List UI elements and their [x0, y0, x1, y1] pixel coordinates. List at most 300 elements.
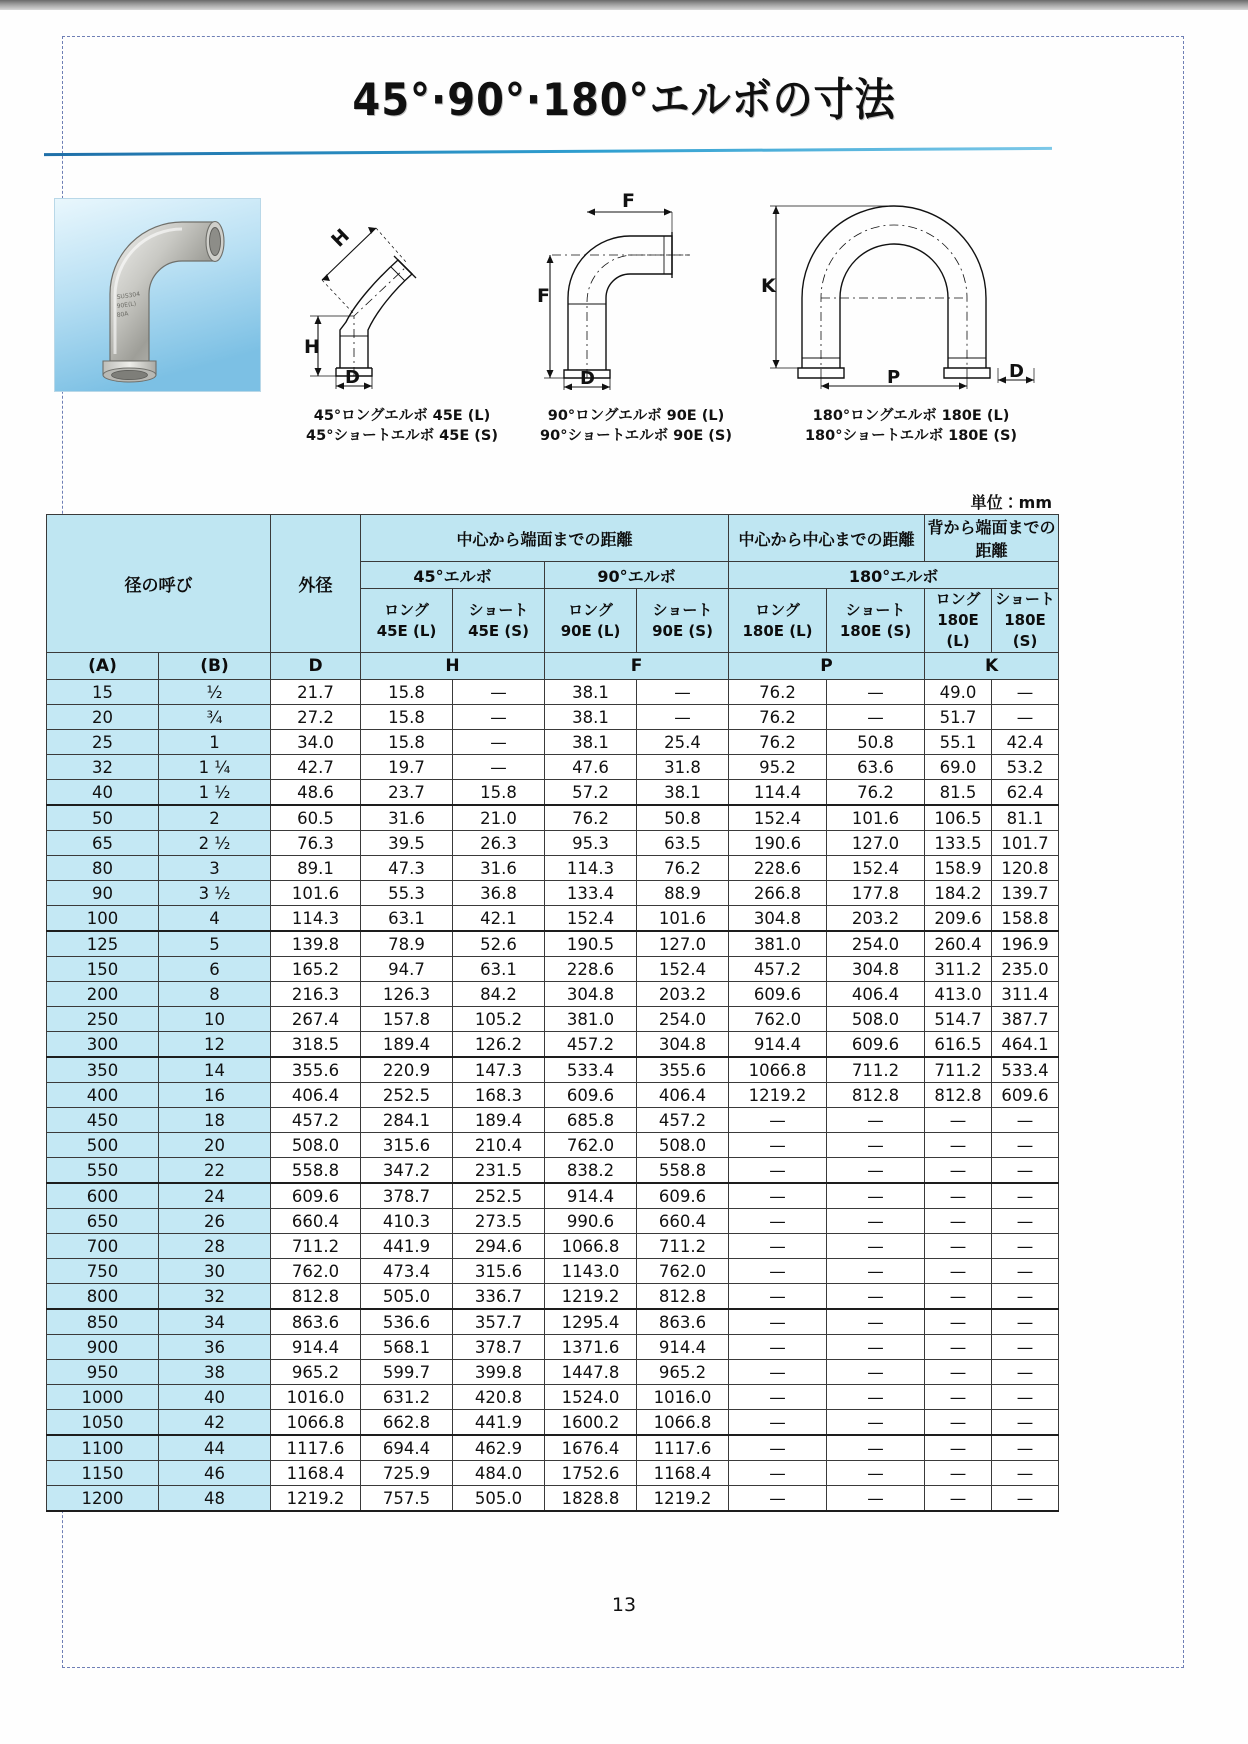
cell-h-long: 31.6: [361, 805, 453, 831]
cell-p-long: 95.2: [729, 755, 827, 780]
cell-nominal-b: 5: [159, 931, 271, 957]
cell-f-long: 1219.2: [545, 1284, 637, 1310]
cell-h-long: 347.2: [361, 1158, 453, 1184]
cell-p-long: —: [729, 1108, 827, 1133]
table-row: [47, 881, 1059, 906]
svg-text:K: K: [761, 275, 776, 297]
cell-h-short: 441.9: [453, 1410, 545, 1436]
cell-k-long: —: [925, 1486, 992, 1512]
cell-f-long: 152.4: [545, 906, 637, 932]
cell-p-short: —: [827, 1133, 925, 1158]
cell-outer-diameter: 139.8: [271, 931, 361, 957]
cell-p-short: 406.4: [827, 982, 925, 1007]
cell-outer-diameter: 812.8: [271, 1284, 361, 1310]
cell-p-short: —: [827, 1360, 925, 1385]
cell-p-long: —: [729, 1335, 827, 1360]
table-row: [47, 1158, 1059, 1184]
cell-p-long: 381.0: [729, 931, 827, 957]
th-45-short-label: ショート: [468, 600, 529, 619]
page-title-container: [0, 68, 1248, 125]
cell-h-short: —: [453, 680, 545, 705]
th-symbol-f: F: [545, 653, 729, 680]
elbow-photo: [54, 198, 261, 392]
cell-f-short: 152.4: [637, 957, 729, 982]
cell-k-short: —: [992, 1461, 1059, 1486]
cell-outer-diameter: 1168.4: [271, 1461, 361, 1486]
cell-k-long: —: [925, 1158, 992, 1184]
cell-f-short: 914.4: [637, 1335, 729, 1360]
cell-k-short: —: [992, 1133, 1059, 1158]
cell-k-short: —: [992, 705, 1059, 730]
cell-outer-diameter: 42.7: [271, 755, 361, 780]
cell-nominal-b: 46: [159, 1461, 271, 1486]
cell-p-long: 152.4: [729, 805, 827, 831]
cell-nominal-a: 1050: [47, 1410, 159, 1436]
cell-h-long: 757.5: [361, 1486, 453, 1512]
table-row: [47, 1360, 1059, 1385]
cell-f-short: 609.6: [637, 1183, 729, 1209]
cell-h-short: 484.0: [453, 1461, 545, 1486]
cell-k-short: —: [992, 680, 1059, 705]
cell-outer-diameter: 216.3: [271, 982, 361, 1007]
cell-h-long: 536.6: [361, 1309, 453, 1335]
fig-180-diagram: [754, 190, 1054, 390]
cell-nominal-a: 50: [47, 805, 159, 831]
cell-nominal-a: 40: [47, 780, 159, 806]
cell-nominal-a: 550: [47, 1158, 159, 1184]
cell-f-long: 1371.6: [545, 1335, 637, 1360]
th-180-short-k-label: ショート: [995, 590, 1055, 608]
cell-k-long: —: [925, 1183, 992, 1209]
fig-180-caption-line1: 180°ロングエルボ 180E (L): [812, 408, 1010, 424]
cell-outer-diameter: 762.0: [271, 1259, 361, 1284]
cell-nominal-a: 900: [47, 1335, 159, 1360]
th-180-long-k-code: 180E (L): [937, 611, 979, 650]
cell-k-short: 387.7: [992, 1007, 1059, 1032]
cell-nominal-a: 450: [47, 1108, 159, 1133]
cell-p-short: —: [827, 1385, 925, 1410]
th-outer-diameter: 外径: [271, 515, 361, 653]
table-row: [47, 1007, 1059, 1032]
cell-outer-diameter: 355.6: [271, 1057, 361, 1083]
cell-p-long: 304.8: [729, 906, 827, 932]
fig-90-caption-line2: 90°ショートエルボ 90E (S): [540, 428, 732, 444]
cell-f-long: 1447.8: [545, 1360, 637, 1385]
cell-outer-diameter: 1016.0: [271, 1385, 361, 1410]
th-180-long-k: [925, 589, 992, 653]
cell-p-short: —: [827, 1410, 925, 1436]
cell-p-short: —: [827, 1335, 925, 1360]
table-row: [47, 1259, 1059, 1284]
cell-p-long: —: [729, 1259, 827, 1284]
cell-f-long: 762.0: [545, 1133, 637, 1158]
cell-nominal-b: 12: [159, 1032, 271, 1058]
cell-p-short: —: [827, 1108, 925, 1133]
table-row: [47, 1032, 1059, 1058]
cell-h-short: 36.8: [453, 881, 545, 906]
cell-outer-diameter: 34.0: [271, 730, 361, 755]
th-group-back-to-face: 背から端面までの距離: [925, 515, 1059, 562]
cell-h-long: 19.7: [361, 755, 453, 780]
th-nominal-diameter: 径の呼び: [47, 515, 271, 653]
cell-nominal-b: 3: [159, 856, 271, 881]
cell-h-short: 210.4: [453, 1133, 545, 1158]
cell-h-short: —: [453, 730, 545, 755]
table-row: [47, 1057, 1059, 1083]
cell-h-long: 568.1: [361, 1335, 453, 1360]
cell-f-short: 88.9: [637, 881, 729, 906]
cell-k-short: 120.8: [992, 856, 1059, 881]
scan-edge-band: [0, 0, 1248, 10]
table-row: [47, 1108, 1059, 1133]
table-row: [47, 1486, 1059, 1512]
cell-outer-diameter: 863.6: [271, 1309, 361, 1335]
cell-f-long: 190.5: [545, 931, 637, 957]
cell-h-short: 147.3: [453, 1057, 545, 1083]
cell-k-short: —: [992, 1435, 1059, 1461]
cell-h-short: 462.9: [453, 1435, 545, 1461]
cell-k-long: 184.2: [925, 881, 992, 906]
table-row: [47, 755, 1059, 780]
cell-p-long: —: [729, 1435, 827, 1461]
cell-h-long: 47.3: [361, 856, 453, 881]
figure-row: [44, 190, 1054, 470]
th-90-long: [545, 589, 637, 653]
cell-h-long: 15.8: [361, 680, 453, 705]
cell-outer-diameter: 660.4: [271, 1209, 361, 1234]
cell-f-short: 355.6: [637, 1057, 729, 1083]
table-row: [47, 730, 1059, 755]
cell-p-long: 76.2: [729, 730, 827, 755]
cell-k-long: 311.2: [925, 957, 992, 982]
cell-p-long: —: [729, 1486, 827, 1512]
cell-p-short: 812.8: [827, 1083, 925, 1108]
cell-nominal-a: 32: [47, 755, 159, 780]
cell-p-short: 609.6: [827, 1032, 925, 1058]
cell-k-short: —: [992, 1259, 1059, 1284]
cell-k-long: 55.1: [925, 730, 992, 755]
cell-nominal-b: 26: [159, 1209, 271, 1234]
cell-k-short: —: [992, 1108, 1059, 1133]
cell-p-long: 76.2: [729, 705, 827, 730]
cell-k-long: 260.4: [925, 931, 992, 957]
th-symbol-b: (B): [159, 653, 271, 680]
cell-nominal-b: 14: [159, 1057, 271, 1083]
th-180-long-k-label: ロング: [935, 590, 981, 608]
cell-h-long: 63.1: [361, 906, 453, 932]
cell-f-long: 228.6: [545, 957, 637, 982]
cell-f-short: 660.4: [637, 1209, 729, 1234]
cell-nominal-b: 6: [159, 957, 271, 982]
table-row: [47, 780, 1059, 806]
cell-h-short: 399.8: [453, 1360, 545, 1385]
cell-f-long: 1752.6: [545, 1461, 637, 1486]
cell-k-short: 62.4: [992, 780, 1059, 806]
cell-nominal-b: 1 ½: [159, 780, 271, 806]
cell-nominal-b: 2 ½: [159, 831, 271, 856]
cell-h-short: 42.1: [453, 906, 545, 932]
cell-h-long: 252.5: [361, 1083, 453, 1108]
cell-outer-diameter: 21.7: [271, 680, 361, 705]
cell-nominal-b: ¾: [159, 705, 271, 730]
cell-h-long: 78.9: [361, 931, 453, 957]
th-45-long: [361, 589, 453, 653]
cell-p-short: 101.6: [827, 805, 925, 831]
cell-k-long: —: [925, 1309, 992, 1335]
cell-nominal-a: 80: [47, 856, 159, 881]
th-90-short-label: ショート: [652, 600, 713, 619]
title-underline-rule: [44, 147, 1052, 156]
th-symbol-d: D: [271, 653, 361, 680]
cell-p-short: —: [827, 1461, 925, 1486]
cell-h-short: 189.4: [453, 1108, 545, 1133]
cell-p-long: —: [729, 1360, 827, 1385]
th-180-short-p: [827, 589, 925, 653]
cell-nominal-b: 2: [159, 805, 271, 831]
cell-nominal-b: 48: [159, 1486, 271, 1512]
cell-nominal-b: 32: [159, 1284, 271, 1310]
th-symbol-k: K: [925, 653, 1059, 680]
cell-p-short: —: [827, 1209, 925, 1234]
cell-p-short: 304.8: [827, 957, 925, 982]
cell-f-long: 1524.0: [545, 1385, 637, 1410]
fig-45-caption-line1: 45°ロングエルボ 45E (L): [313, 408, 491, 424]
cell-f-long: 990.6: [545, 1209, 637, 1234]
cell-k-short: —: [992, 1234, 1059, 1259]
cell-f-long: 609.6: [545, 1083, 637, 1108]
table-row: [47, 1435, 1059, 1461]
cell-k-long: 413.0: [925, 982, 992, 1007]
th-45-long-label: ロング: [384, 600, 429, 619]
fig-180-caption-line2: 180°ショートエルボ 180E (S): [804, 428, 1018, 444]
cell-p-short: 203.2: [827, 906, 925, 932]
cell-k-short: —: [992, 1486, 1059, 1512]
cell-f-short: 38.1: [637, 780, 729, 806]
cell-p-long: —: [729, 1209, 827, 1234]
th-90-short: [637, 589, 729, 653]
cell-nominal-b: 20: [159, 1133, 271, 1158]
cell-nominal-b: 24: [159, 1183, 271, 1209]
cell-f-long: 1676.4: [545, 1435, 637, 1461]
cell-p-short: —: [827, 705, 925, 730]
cell-nominal-a: 200: [47, 982, 159, 1007]
cell-f-long: 47.6: [545, 755, 637, 780]
cell-nominal-a: 850: [47, 1309, 159, 1335]
cell-p-long: 609.6: [729, 982, 827, 1007]
cell-p-long: 76.2: [729, 680, 827, 705]
cell-outer-diameter: 60.5: [271, 805, 361, 831]
cell-f-short: 25.4: [637, 730, 729, 755]
table-head: [47, 515, 1059, 680]
th-symbol-p: P: [729, 653, 925, 680]
cell-h-short: 357.7: [453, 1309, 545, 1335]
fig-90-diagram: [522, 190, 742, 390]
th-45-short: [453, 589, 545, 653]
cell-p-short: 152.4: [827, 856, 925, 881]
cell-nominal-b: 1 ¼: [159, 755, 271, 780]
cell-nominal-b: 4: [159, 906, 271, 932]
cell-f-short: 304.8: [637, 1032, 729, 1058]
cell-p-long: —: [729, 1158, 827, 1184]
cell-nominal-b: 38: [159, 1360, 271, 1385]
cell-f-short: 812.8: [637, 1284, 729, 1310]
cell-nominal-a: 500: [47, 1133, 159, 1158]
cell-p-long: —: [729, 1183, 827, 1209]
cell-f-short: 965.2: [637, 1360, 729, 1385]
cell-f-long: 38.1: [545, 705, 637, 730]
cell-f-long: 95.3: [545, 831, 637, 856]
cell-h-long: 94.7: [361, 957, 453, 982]
cell-k-long: 49.0: [925, 680, 992, 705]
cell-p-long: 190.6: [729, 831, 827, 856]
cell-h-short: 273.5: [453, 1209, 545, 1234]
table-row: [47, 705, 1059, 730]
cell-k-short: —: [992, 1183, 1059, 1209]
cell-k-long: —: [925, 1209, 992, 1234]
cell-nominal-b: 36: [159, 1335, 271, 1360]
th-elbow-90: 90°エルボ: [545, 562, 729, 589]
cell-nominal-b: 18: [159, 1108, 271, 1133]
cell-nominal-b: 42: [159, 1410, 271, 1436]
cell-h-long: 631.2: [361, 1385, 453, 1410]
cell-outer-diameter: 48.6: [271, 780, 361, 806]
cell-h-long: 15.8: [361, 730, 453, 755]
th-elbow-45: 45°エルボ: [361, 562, 545, 589]
cell-h-long: 189.4: [361, 1032, 453, 1058]
cell-f-long: 1828.8: [545, 1486, 637, 1512]
cell-outer-diameter: 1117.6: [271, 1435, 361, 1461]
cell-h-short: 126.2: [453, 1032, 545, 1058]
cell-k-long: 106.5: [925, 805, 992, 831]
cell-h-long: 55.3: [361, 881, 453, 906]
cell-h-short: 84.2: [453, 982, 545, 1007]
cell-k-short: —: [992, 1335, 1059, 1360]
cell-outer-diameter: 711.2: [271, 1234, 361, 1259]
cell-k-short: 101.7: [992, 831, 1059, 856]
cell-k-long: —: [925, 1360, 992, 1385]
cell-f-short: 1117.6: [637, 1435, 729, 1461]
cell-k-long: —: [925, 1259, 992, 1284]
cell-k-long: 51.7: [925, 705, 992, 730]
th-group-center-to-center: 中心から中心までの距離: [729, 515, 925, 562]
cell-nominal-a: 650: [47, 1209, 159, 1234]
cell-p-short: 177.8: [827, 881, 925, 906]
cell-nominal-b: 30: [159, 1259, 271, 1284]
cell-p-long: —: [729, 1461, 827, 1486]
cell-p-short: 127.0: [827, 831, 925, 856]
cell-h-short: 505.0: [453, 1486, 545, 1512]
cell-k-short: 464.1: [992, 1032, 1059, 1058]
cell-p-long: 1219.2: [729, 1083, 827, 1108]
cell-f-short: 1016.0: [637, 1385, 729, 1410]
cell-p-long: —: [729, 1410, 827, 1436]
cell-f-long: 38.1: [545, 680, 637, 705]
page-title: 45°·90°·180°エルボの寸法: [352, 74, 896, 127]
cell-h-long: 39.5: [361, 831, 453, 856]
cell-k-long: —: [925, 1410, 992, 1436]
cell-nominal-b: 28: [159, 1234, 271, 1259]
th-90-long-code: 90E (L): [560, 621, 621, 640]
cell-h-short: 105.2: [453, 1007, 545, 1032]
cell-f-short: 457.2: [637, 1108, 729, 1133]
cell-f-long: 38.1: [545, 730, 637, 755]
cell-k-short: —: [992, 1158, 1059, 1184]
page-number: 13: [611, 1594, 637, 1616]
cell-h-long: 220.9: [361, 1057, 453, 1083]
cell-h-long: 15.8: [361, 705, 453, 730]
th-180-long-p-code: 180E (L): [742, 621, 813, 640]
cell-f-short: 558.8: [637, 1158, 729, 1184]
cell-h-short: 231.5: [453, 1158, 545, 1184]
cell-h-short: —: [453, 755, 545, 780]
cell-outer-diameter: 457.2: [271, 1108, 361, 1133]
cell-k-long: 133.5: [925, 831, 992, 856]
cell-p-short: 76.2: [827, 780, 925, 806]
cell-k-short: 139.7: [992, 881, 1059, 906]
svg-text:D: D: [345, 367, 360, 388]
cell-f-long: 76.2: [545, 805, 637, 831]
cell-h-short: 21.0: [453, 805, 545, 831]
cell-f-short: 63.5: [637, 831, 729, 856]
cell-nominal-b: 22: [159, 1158, 271, 1184]
cell-nominal-a: 25: [47, 730, 159, 755]
cell-f-long: 114.3: [545, 856, 637, 881]
cell-k-short: —: [992, 1385, 1059, 1410]
cell-f-short: 1219.2: [637, 1486, 729, 1512]
cell-h-short: 378.7: [453, 1335, 545, 1360]
cell-h-short: 294.6: [453, 1234, 545, 1259]
cell-outer-diameter: 27.2: [271, 705, 361, 730]
cell-k-long: 616.5: [925, 1032, 992, 1058]
fig-45-diagram: [292, 190, 507, 390]
th-180-long-p: [729, 589, 827, 653]
cell-p-short: 50.8: [827, 730, 925, 755]
cell-nominal-a: 65: [47, 831, 159, 856]
table-row: [47, 957, 1059, 982]
cell-outer-diameter: 914.4: [271, 1335, 361, 1360]
th-symbol-a: (A): [47, 653, 159, 680]
cell-f-long: 685.8: [545, 1108, 637, 1133]
cell-p-short: —: [827, 1284, 925, 1310]
cell-f-short: 203.2: [637, 982, 729, 1007]
cell-k-long: —: [925, 1108, 992, 1133]
cell-outer-diameter: 609.6: [271, 1183, 361, 1209]
cell-h-long: 505.0: [361, 1284, 453, 1310]
cell-f-short: 762.0: [637, 1259, 729, 1284]
cell-p-short: —: [827, 680, 925, 705]
cell-p-short: 63.6: [827, 755, 925, 780]
cell-nominal-a: 20: [47, 705, 159, 730]
cell-f-long: 1600.2: [545, 1410, 637, 1436]
cell-nominal-a: 90: [47, 881, 159, 906]
cell-outer-diameter: 165.2: [271, 957, 361, 982]
cell-nominal-a: 600: [47, 1183, 159, 1209]
cell-k-long: 81.5: [925, 780, 992, 806]
cell-k-short: 235.0: [992, 957, 1059, 982]
table-row: [47, 931, 1059, 957]
svg-text:SUS304: SUS304: [116, 290, 141, 301]
svg-text:P: P: [887, 367, 901, 388]
cell-h-long: 126.3: [361, 982, 453, 1007]
table-row: [47, 1284, 1059, 1310]
cell-nominal-b: 34: [159, 1309, 271, 1335]
header-row-symbols: [47, 653, 1059, 680]
cell-outer-diameter: 318.5: [271, 1032, 361, 1058]
cell-k-short: 158.8: [992, 906, 1059, 932]
cell-p-short: —: [827, 1158, 925, 1184]
cell-h-short: 52.6: [453, 931, 545, 957]
cell-p-long: —: [729, 1234, 827, 1259]
